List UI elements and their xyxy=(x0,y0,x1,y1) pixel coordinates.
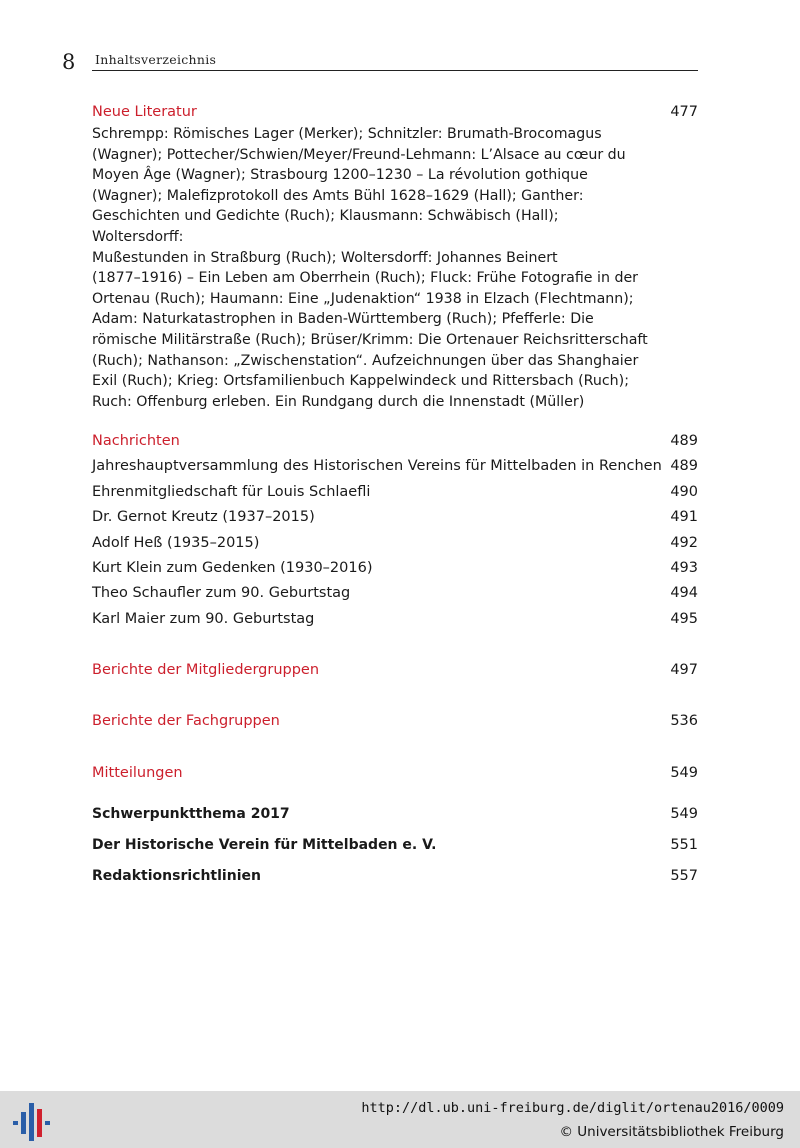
toc-entry-page: 489 xyxy=(670,458,698,474)
ub-freiburg-logo-icon xyxy=(12,1099,52,1143)
section-title-nachrichten: Nachrichten xyxy=(92,433,180,449)
toc-entry-page: 491 xyxy=(670,509,698,525)
library-footer xyxy=(0,1091,800,1148)
body-line: Moyen Âge (Wagner); Strasbourg 1200–1230 – La révolution gothique xyxy=(92,167,588,184)
toc-entry: Karl Maier zum 90. Geburtstag xyxy=(92,611,315,627)
toc-entry-page: 557 xyxy=(670,868,698,884)
body-line: Mußestunden in Straßburg (Ruch); Woltersdorff: Johannes Beinert xyxy=(92,249,558,266)
section-page-fachgruppen: 536 xyxy=(670,713,698,729)
section-title-mitgliedergruppen: Berichte der Mitgliedergruppen xyxy=(92,662,320,678)
footer-copyright: © Universitätsbibliothek Freiburg xyxy=(559,1124,784,1140)
header-rule xyxy=(92,70,698,71)
body-line: (Wagner); Malefizprotokoll des Amts Bühl 1628–1629 (Hall); Ganther: xyxy=(92,187,584,204)
section-title-neue-literatur: Neue Literatur xyxy=(92,104,197,120)
toc-entry-page: 549 xyxy=(670,806,698,822)
toc-entry: Jahreshauptversammlung des Historischen Vereins für Mittelbaden in Renchen xyxy=(92,458,662,474)
toc-entry-page: 495 xyxy=(670,611,698,627)
toc-entry-bold: Redaktionsrichtlinien xyxy=(92,868,261,884)
body-line: römische Militärstraße (Ruch); Brüser/Krimm: Die Ortenauer Reichsritterschaft xyxy=(92,331,648,348)
body-line: Schrempp: Römisches Lager (Merker); Schnitzler: Brumath-Brocomagus xyxy=(92,126,602,142)
section-page-mitgliedergruppen: 497 xyxy=(670,662,698,678)
toc-entry-page: 551 xyxy=(670,837,698,853)
section-page-nachrichten: 489 xyxy=(670,433,698,449)
toc-entry-bold: Der Historische Verein für Mittelbaden e. V. xyxy=(92,837,437,853)
section-title-mitteilungen: Mitteilungen xyxy=(92,765,183,781)
body-line: Geschichten und Gedichte (Ruch); Klausmann: Schwäbisch (Hall); Woltersdorff: xyxy=(92,208,559,245)
toc-entry: Adolf Heß (1935–2015) xyxy=(92,535,260,551)
section-page-mitteilungen: 549 xyxy=(670,765,698,781)
body-line: Exil (Ruch); Krieg: Ortsfamilienbuch Kappelwindeck und Rittersbach (Ruch); xyxy=(92,373,629,390)
footer-url-link[interactable]: http://dl.ub.uni-freiburg.de/diglit/ortenau2016/0009 xyxy=(361,1100,784,1116)
toc-entry-page: 494 xyxy=(670,585,698,601)
toc-entry-bold: Schwerpunktthema 2017 xyxy=(92,806,290,822)
toc-entry: Theo Schaufler zum 90. Geburtstag xyxy=(92,585,351,601)
body-line: Ruch: Offenburg erleben. Ein Rundgang durch die Innenstadt (Müller) xyxy=(92,393,585,410)
body-line: (Ruch); Nathanson: „Zwischenstation“. Aufzeichnungen über das Shanghaier xyxy=(92,352,639,369)
body-line: (Wagner); Pottecher/Schwien/Meyer/Freund-Lehmann: L’Alsace au cœur du xyxy=(92,146,626,163)
section-page-neue-literatur: 477 xyxy=(670,104,698,120)
running-head: Inhaltsverzeichnis xyxy=(95,52,217,67)
neue-literatur-body xyxy=(92,124,652,412)
toc-entry-page: 492 xyxy=(670,535,698,551)
toc-entry: Ehrenmitgliedschaft für Louis Schlaefli xyxy=(92,484,371,500)
body-line: Adam: Naturkatastrophen in Baden-Württemberg (Ruch); Pfefferle: Die xyxy=(92,311,594,328)
body-line: Ortenau (Ruch); Haumann: Eine „Judenaktion“ 1938 in Elzach (Flechtmann); xyxy=(92,290,634,307)
toc-entry: Kurt Klein zum Gedenken (1930–2016) xyxy=(92,560,373,576)
section-title-fachgruppen: Berichte der Fachgruppen xyxy=(92,713,280,729)
page-number: 8 xyxy=(62,50,76,74)
toc-entry: Dr. Gernot Kreutz (1937–2015) xyxy=(92,509,315,525)
toc-entry-page: 490 xyxy=(670,484,698,500)
toc-entry-page: 493 xyxy=(670,560,698,576)
body-line: (1877–1916) – Ein Leben am Oberrhein (Ruch); Fluck: Frühe Fotografie in der xyxy=(92,270,639,287)
